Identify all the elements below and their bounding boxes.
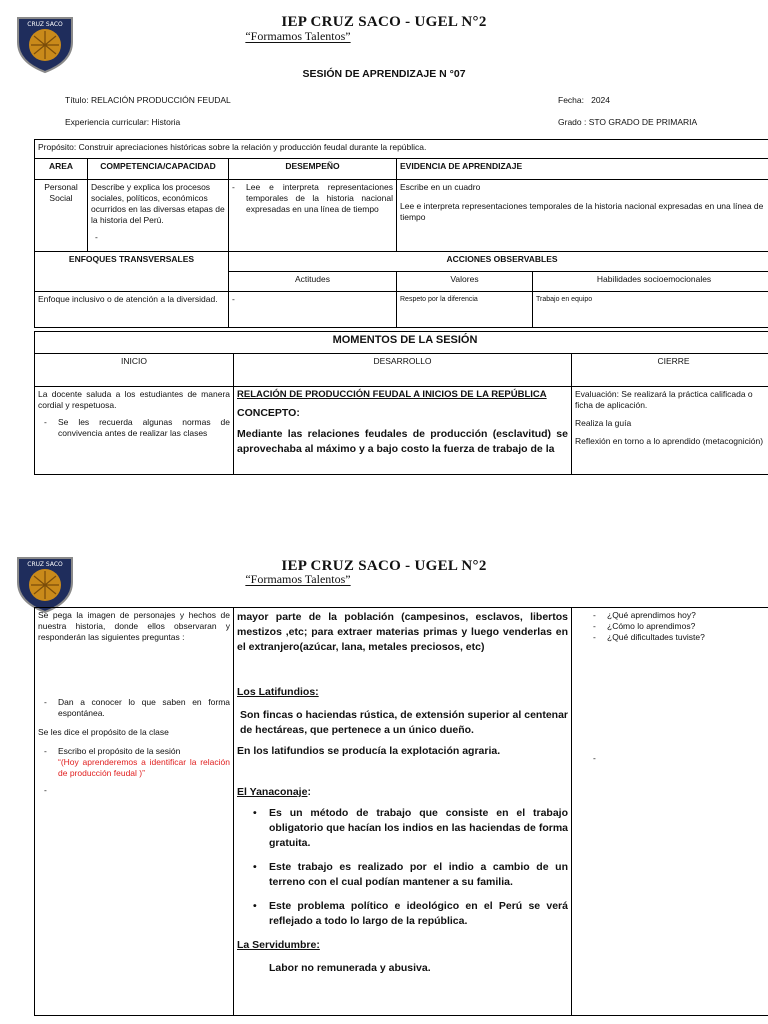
metacognition-question: - ¿Qué aprendimos hoy? [607, 610, 768, 621]
latifundios-title: Los Latifundios: [237, 686, 319, 698]
competencia-cell: Describe y explica los procesos sociales, políticos, económicos ocurridos en las diversas etapas de la historia del Perú. - [88, 180, 229, 252]
momentos-title: MOMENTOS DE LA SESIÓN [35, 332, 768, 354]
habilidades-header: Habilidades socioemocionales [533, 272, 768, 292]
valor-cell: Respeto por la diferencia [397, 292, 533, 328]
evidencia-cell: Escribe en un cuadro Lee e interpreta representaciones temporales de la historia nacional expresadas en una línea de tiempo [397, 180, 768, 252]
enfoques-header: ENFOQUES TRANSVERSALES [35, 252, 229, 292]
yanaconaje-title: El Yanaconaje: [237, 786, 311, 798]
date-label: Fecha: 2024 [558, 95, 611, 105]
yanaconaje-item: • Es un método de trabajo que consiste en el trabajo obligatorio que hacían los indios en las haciendas de forma gratuita. [269, 806, 568, 851]
inicio-header: INICIO [35, 354, 234, 387]
curricular-experience: Experiencia curricular: Historia [65, 117, 181, 127]
session-topic: Título: RELACIÓN PRODUCCIÓN FEUDAL [65, 95, 231, 105]
desempeno-cell: - Lee e interpreta representaciones temporales de la historia nacional expresadas en una línea de tiempo [229, 180, 397, 252]
svg-text:CRUZ SACO: CRUZ SACO [27, 561, 63, 568]
grade: Grado : STO GRADO DE PRIMARIA [558, 117, 698, 127]
metacognition-question: - ¿Cómo lo aprendimos? [607, 621, 768, 632]
actitudes-header: Actitudes [229, 272, 397, 292]
session-title: SESIÓN DE APRENDIZAJE N °07 [302, 68, 466, 80]
inicio-cell: La docente saluda a los estudiantes de manera cordial y respetuosa. - Se les recuerda algunas normas de convivencia antes de realizar las clases [35, 387, 234, 475]
servidumbre-title: La Servidumbre: [237, 939, 320, 951]
session-plan-table [34, 139, 768, 328]
desarrollo-cell-continued: mayor parte de la población (campesinos, esclavos, libertos mestizos ,etc; para extraer materias primas y luego venderlas en el extranjero(azúcar, lana, metales preciosos, etc) Los Latifundios: Son fincas o haciendas rústica, de extensión superior al centenar de hectáreas, que pertenece a un único dueño. En los latifundios se producía la explotación agraria. El Yanaconaje: • Es un método de trabajo que consiste en el trabajo obligatorio que hacían los indios en las haciendas de forma gratuita. • Este trabajo es realizado por el indio a cambio de un terreno con el cual podían mantener a su familia. • Este problema político e ideológico en el Perú se verá reflejado a todo lo largo de la república. La Servidumbre: Labor no remunerada y abusiva. [234, 608, 572, 1016]
valores-header: Valores [397, 272, 533, 292]
header-evidencia: EVIDENCIA DE APRENDIZAJE [397, 159, 768, 180]
school-name-page2: IEP CRUZ SACO - UGEL N°2 [281, 558, 487, 574]
desarrollo-cell: RELACIÓN DE PRODUCCIÓN FEUDAL A INICIOS DE LA REPÚBLICA CONCEPTO: Mediante las relaciones feudales de producción (esclavitud) se aprovechaba al máximo y a bajo costo la fuerza de trabajo de la [234, 387, 572, 475]
yanaconaje-item: • Este trabajo es realizado por el indio a cambio de un terreno con el cual podían mantener a su familia. [269, 860, 568, 890]
metacognition-question: - ¿Qué dificultades tuviste? [607, 632, 768, 643]
yanaconaje-item: • Este problema político e ideológico en el Perú se verá reflejado a todo lo largo de la república. [269, 899, 568, 929]
school-motto: “Formamos Talentos” [245, 29, 351, 43]
enfoque-cell: Enfoque inclusivo o de atención a la diversidad. [35, 292, 229, 328]
cierre-cell: Evaluación: Se realizará la práctica calificada o ficha de aplicación. Realiza la guía Reflexión en torno a lo aprendido (metacognición) [572, 387, 768, 475]
school-motto-page2: “Formamos Talentos” [245, 572, 351, 586]
header-desempeno: DESEMPEÑO [229, 159, 397, 180]
momentos-table [34, 331, 768, 475]
habilidad-cell: Trabajo en equipo [533, 292, 768, 328]
acciones-header: ACCIONES OBSERVABLES [229, 252, 768, 272]
header-area: AREA [35, 159, 88, 180]
header-competencia: COMPETENCIA/CAPACIDAD [88, 159, 229, 180]
momentos-table-continued [34, 607, 768, 1016]
inicio-cell-continued: Se pega la imagen de personajes y hechos de nuestra historia, donde ellos observaran y responderán las siguientes preguntas : - Dan a conocer lo que saben en forma espontánea. Se les dice el propósito de la clase - Escribo el propósito de la sesión “(Hoy aprenderemos a identificar la relación de producción feudal )” - [35, 608, 234, 1016]
desarrollo-header: DESARROLLO [234, 354, 572, 387]
purpose-text: Propósito: Construir apreciaciones históricas sobre la relación y producción feudal durante la república. [35, 140, 768, 159]
cierre-cell-continued: - ¿Qué aprendimos hoy? - ¿Cómo lo aprendimos? - ¿Qué dificultades tuviste? - [572, 608, 768, 1016]
school-name: IEP CRUZ SACO - UGEL N°2 [281, 14, 487, 30]
area-cell: Personal Social [35, 180, 88, 252]
svg-text:CRUZ SACO: CRUZ SACO [27, 21, 63, 28]
cierre-header: CIERRE [572, 354, 768, 387]
actitud-cell: - [229, 292, 397, 328]
